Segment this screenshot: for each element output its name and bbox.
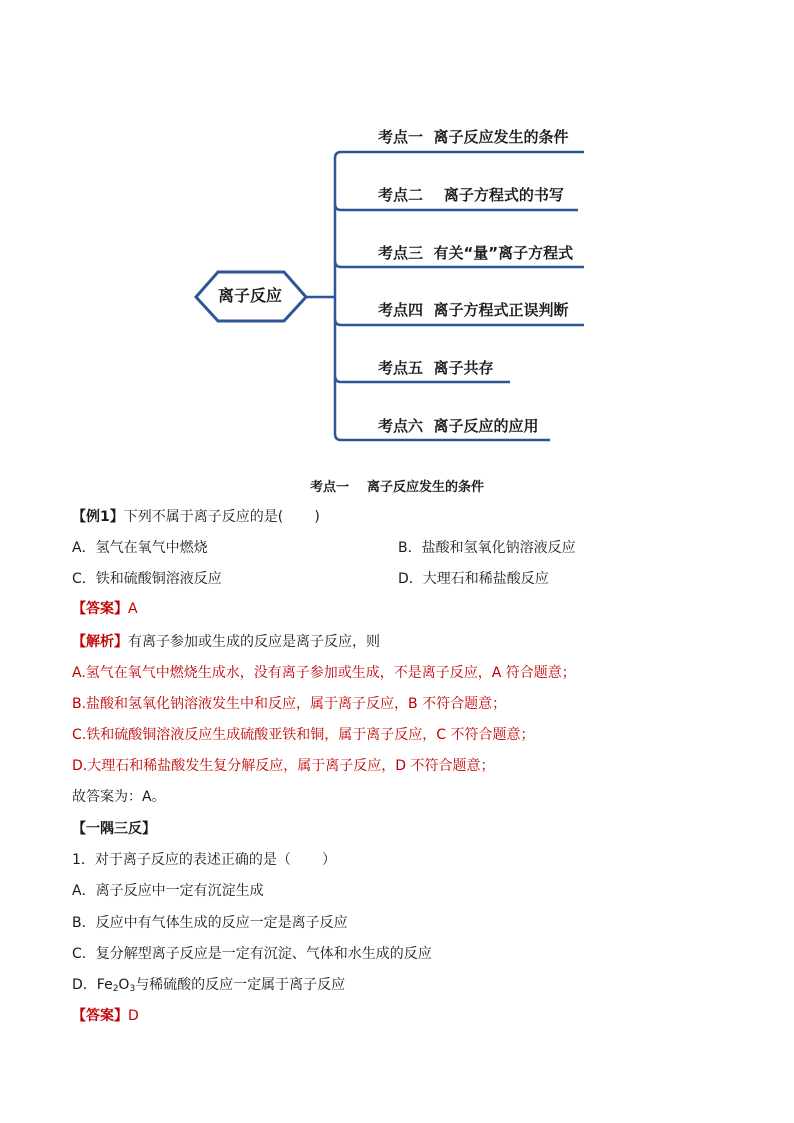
example-analysis-c: C.铁和硫酸铜溶液反应生成硫酸亚铁和铜，属于离子反应，C 不符合题意； xyxy=(72,727,535,743)
practice-option-d-sub1: 2 xyxy=(112,984,119,994)
practice-tag: 【一隅三反】 xyxy=(72,821,156,837)
practice-option-d-suffix: 与稀硫酸的反应一定属于离子反应 xyxy=(135,977,346,993)
practice-option-d-sub2: 3 xyxy=(129,984,136,994)
practice-option-d-mid: O xyxy=(118,977,130,993)
mindmap-branch-4: 考点四 离子方程式正误判断 xyxy=(378,301,569,319)
practice-answer-tag: 【答案】 xyxy=(72,1008,128,1024)
mindmap-branch-1: 考点一 离子反应发生的条件 xyxy=(378,128,569,146)
mindmap xyxy=(0,0,794,460)
example-conclusion: 故答案为：A。 xyxy=(72,789,166,805)
example-analysis-a: A.氢气在氧气中燃烧生成水，没有离子参加或生成，不是离子反应，A 符合题意； xyxy=(72,665,576,681)
example-option-d: D．大理石和稀盐酸反应 xyxy=(398,571,549,587)
mindmap-center-label: 离子反应 xyxy=(217,286,282,305)
example-answer xyxy=(72,599,138,619)
example-tag: 【例1】 xyxy=(72,509,124,525)
example-analysis-tag: 【解析】 xyxy=(72,634,128,650)
example-analysis xyxy=(72,632,380,652)
example-analysis-b: B.盐酸和氢氧化钠溶液发生中和反应，属于离子反应，B 不符合题意； xyxy=(72,696,507,712)
practice-answer-value: D xyxy=(128,1008,139,1024)
example-option-b: B．盐酸和氢氧化钠溶液反应 xyxy=(398,540,576,556)
example-question-text: 下列不属于离子反应的是( ) xyxy=(123,509,320,525)
practice-option-b: B．反应中有气体生成的反应一定是离子反应 xyxy=(72,915,348,931)
practice-answer xyxy=(72,1006,139,1026)
practice-option-c: C．复分解型离子反应是一定有沉淀、气体和水生成的反应 xyxy=(72,946,432,962)
practice-option-a: A．离子反应中一定有沉淀生成 xyxy=(72,883,264,899)
section-title: 考点一 离子反应发生的条件 xyxy=(309,480,485,495)
example-question xyxy=(72,507,320,527)
mindmap-branch-3: 考点三 有关“量”离子方程式 xyxy=(378,244,574,262)
mindmap-branch-2: 考点二 离子方程式的书写 xyxy=(378,186,564,204)
practice-option-d xyxy=(72,975,345,995)
example-answer-tag: 【答案】 xyxy=(72,601,128,617)
practice-option-d-prefix: D．Fe xyxy=(72,977,113,993)
mindmap-branch-line-1 xyxy=(335,152,584,158)
mindmap-branch-6: 考点六 离子反应的应用 xyxy=(378,417,539,435)
mindmap-branch-5: 考点五 离子共存 xyxy=(378,359,494,377)
example-analysis-d: D.大理石和稀盐酸发生复分解反应，属于离子反应，D 不符合题意； xyxy=(72,758,495,774)
practice-question: 1．对于离子反应的表述正确的是（ ） xyxy=(72,852,337,868)
example-option-a: A．氢气在氧气中燃烧 xyxy=(72,540,208,556)
example-option-c: C．铁和硫酸铜溶液反应 xyxy=(72,571,222,587)
example-answer-value: A xyxy=(128,601,138,617)
example-analysis-intro: 有离子参加或生成的反应是离子反应，则 xyxy=(128,634,380,650)
